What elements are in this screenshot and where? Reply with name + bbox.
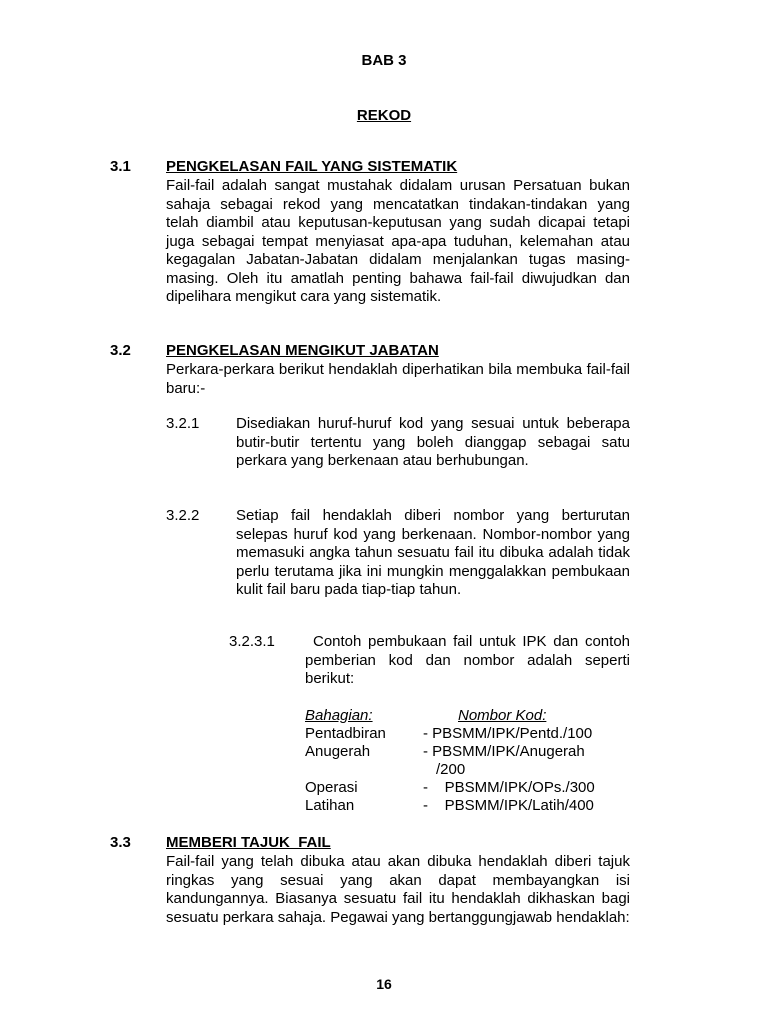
section-31-number: 3.1 [110, 158, 131, 175]
chapter-title-text: REKOD [356, 107, 412, 124]
item-321-number: 3.2.1 [166, 415, 200, 432]
table-row [305, 743, 635, 762]
table-cell-kod: - PBSMM/IPK/Latih/400 [423, 797, 594, 814]
table-row [305, 725, 635, 744]
item-322-text: Setiap fail hendaklah diberi nombor yang berturutan selepas huruf kod yang berkenaan. Nombor-nombor yang memasuki angka tahun sesuatu fail itu dibuka adalah tidak perlu terutama jika ini mungkin menggalakkan pembukaan kulit fail baru pada tiap-tiap tahun. [236, 507, 630, 598]
section-31-body: Fail-fail adalah sangat mustahak didalam urusan Persatuan bukan sahaja sebagai rekod yang mencatatkan tindakan-tindakan yang telah diambil atau keputusan-keputusan yang sudah dicapai tetapi juga sebagai tempat menyiasat apa-apa tuduhan, kelemahan atau kegagalan Jabatan-Jabatan didalam menjalankan tugas masing-masing. Oleh itu amatlah penting bahawa fail-fail diwujudkan dan dipelihara mengikut cara yang sistematik. [166, 177, 630, 305]
section-33-number: 3.3 [110, 834, 131, 851]
table-cell-kod: /200 [436, 761, 466, 778]
section-33-body: Fail-fail yang telah dibuka atau akan dibuka hendaklah diberi tajuk ringkas yang sesuai yang akan dapat membayangkan isi kandungannya. Biasanya sesuatu fail itu hendaklah dikhaskan bagi sesuatu perkara sahaja. Pegawai yang bertanggungjawab hendaklah: [166, 853, 630, 926]
table-cell-bahagian: Latihan [305, 797, 355, 814]
section-32-title: PENGKELASAN MENGIKUT JABATAN [166, 342, 439, 359]
table-cell-bahagian: Operasi [305, 779, 358, 796]
page-number: 16 [376, 976, 392, 992]
table-row [305, 761, 635, 780]
table-row [305, 797, 635, 816]
col-bahagian-header: Bahagian: [305, 707, 373, 724]
chapter-label: BAB 3 [361, 52, 407, 69]
section-33-title: MEMBERI TAJUK FAIL [166, 834, 331, 851]
sub-item-3231-number: 3.2.3.1 [229, 633, 275, 650]
table-cell-kod: - PBSMM/IPK/OPs./300 [423, 779, 595, 796]
table-cell-kod: - PBSMM/IPK/Anugerah [423, 743, 585, 760]
table-cell-bahagian: Anugerah [305, 743, 371, 760]
chapter-title [0, 107, 768, 126]
table-cell-kod: - PBSMM/IPK/Pentd./100 [423, 725, 593, 742]
item-322-number: 3.2.2 [166, 507, 200, 524]
section-32-number: 3.2 [110, 342, 131, 359]
table-row [305, 779, 635, 798]
section-31-title: PENGKELASAN FAIL YANG SISTEMATIK [166, 158, 458, 175]
code-table-header [305, 707, 635, 726]
sub-item-3231-text: Contoh pembukaan fail untuk IPK dan contoh pemberian kod dan nombor adalah seperti berikut: [305, 633, 630, 687]
section-32-body: Perkara-perkara berikut hendaklah diperhatikan bila membuka fail-fail baru:- [166, 361, 630, 397]
item-321-text: Disediakan huruf-huruf kod yang sesuai untuk beberapa butir-butir tertentu yang boleh dianggap sebagai satu perkara yang berkenaan atau berhubungan. [236, 415, 630, 469]
table-cell-bahagian: Pentadbiran [305, 725, 386, 742]
col-nombor-kod-header: Nombor Kod: [458, 707, 547, 724]
